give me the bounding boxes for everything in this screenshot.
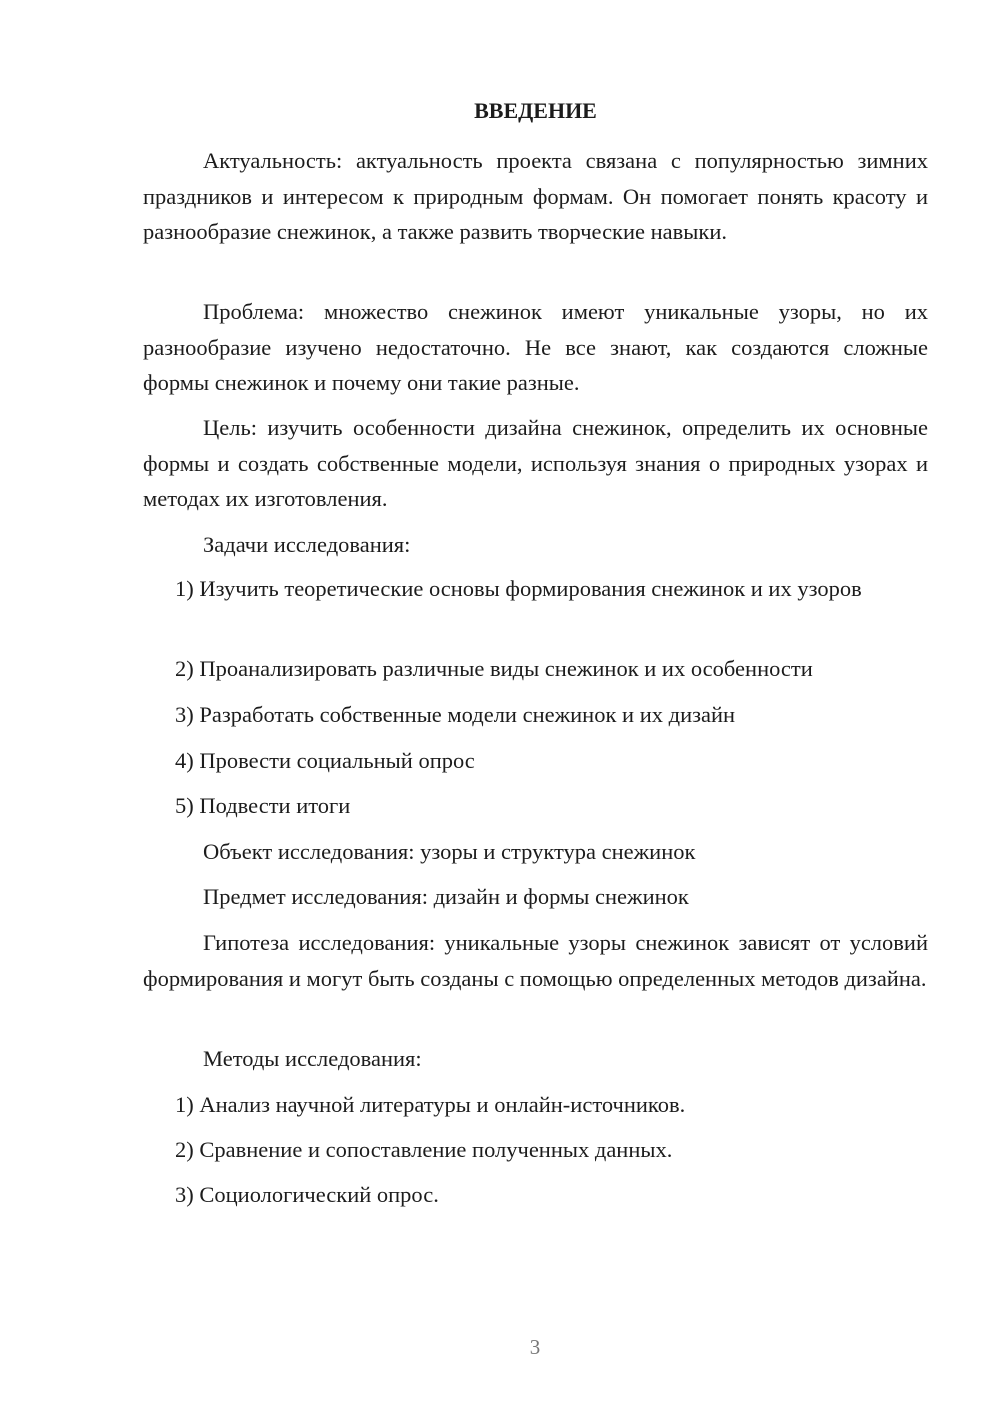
task-item: 4) Провести социальный опрос xyxy=(175,748,475,773)
page-title: ВВЕДЕНИЕ xyxy=(474,98,597,123)
relevance-paragraph: Актуальность: актуальность проекта связана с популярностью зимних праздников и интересом к природным формам. Он помогает понять красоту и разнообразие снежинок, а также развить творческие навыки. xyxy=(143,148,928,244)
problem-paragraph: Проблема: множество снежинок имеют уникальные узоры, но их разнообразие изучено недостаточно. Не все знают, как создаются сложные формы снежинок и почему они такие разные. xyxy=(143,299,928,395)
task-item: 1) Изучить теоретические основы формирования снежинок и их узоров xyxy=(175,576,862,601)
subject-paragraph: Предмет исследования: дизайн и формы снежинок xyxy=(203,884,689,909)
tasks-heading: Задачи исследования: xyxy=(203,532,411,557)
task-item: 3) Разработать собственные модели снежинок и их дизайн xyxy=(175,702,736,727)
task-item: 2) Проанализировать различные виды снежинок и их особенности xyxy=(175,656,813,681)
hypothesis-paragraph: Гипотеза исследования: уникальные узоры снежинок зависят от условий формирования и могут быть созданы с помощью определенных методов дизайна. xyxy=(143,930,928,991)
object-paragraph: Объект исследования: узоры и структура снежинок xyxy=(203,839,696,864)
methods-heading: Методы исследования: xyxy=(203,1046,422,1071)
method-item: 1) Анализ научной литературы и онлайн-источников. xyxy=(175,1092,686,1117)
task-item: 5) Подвести итоги xyxy=(175,793,351,818)
method-item: 2) Сравнение и сопоставление полученных данных. xyxy=(175,1137,673,1162)
page-number: 3 xyxy=(529,1335,541,1359)
method-item: 3) Социологический опрос. xyxy=(175,1182,439,1207)
goal-paragraph: Цель: изучить особенности дизайна снежинок, определить их основные формы и создать собственные модели, используя знания о природных узорах и методах их изготовления. xyxy=(143,415,928,511)
